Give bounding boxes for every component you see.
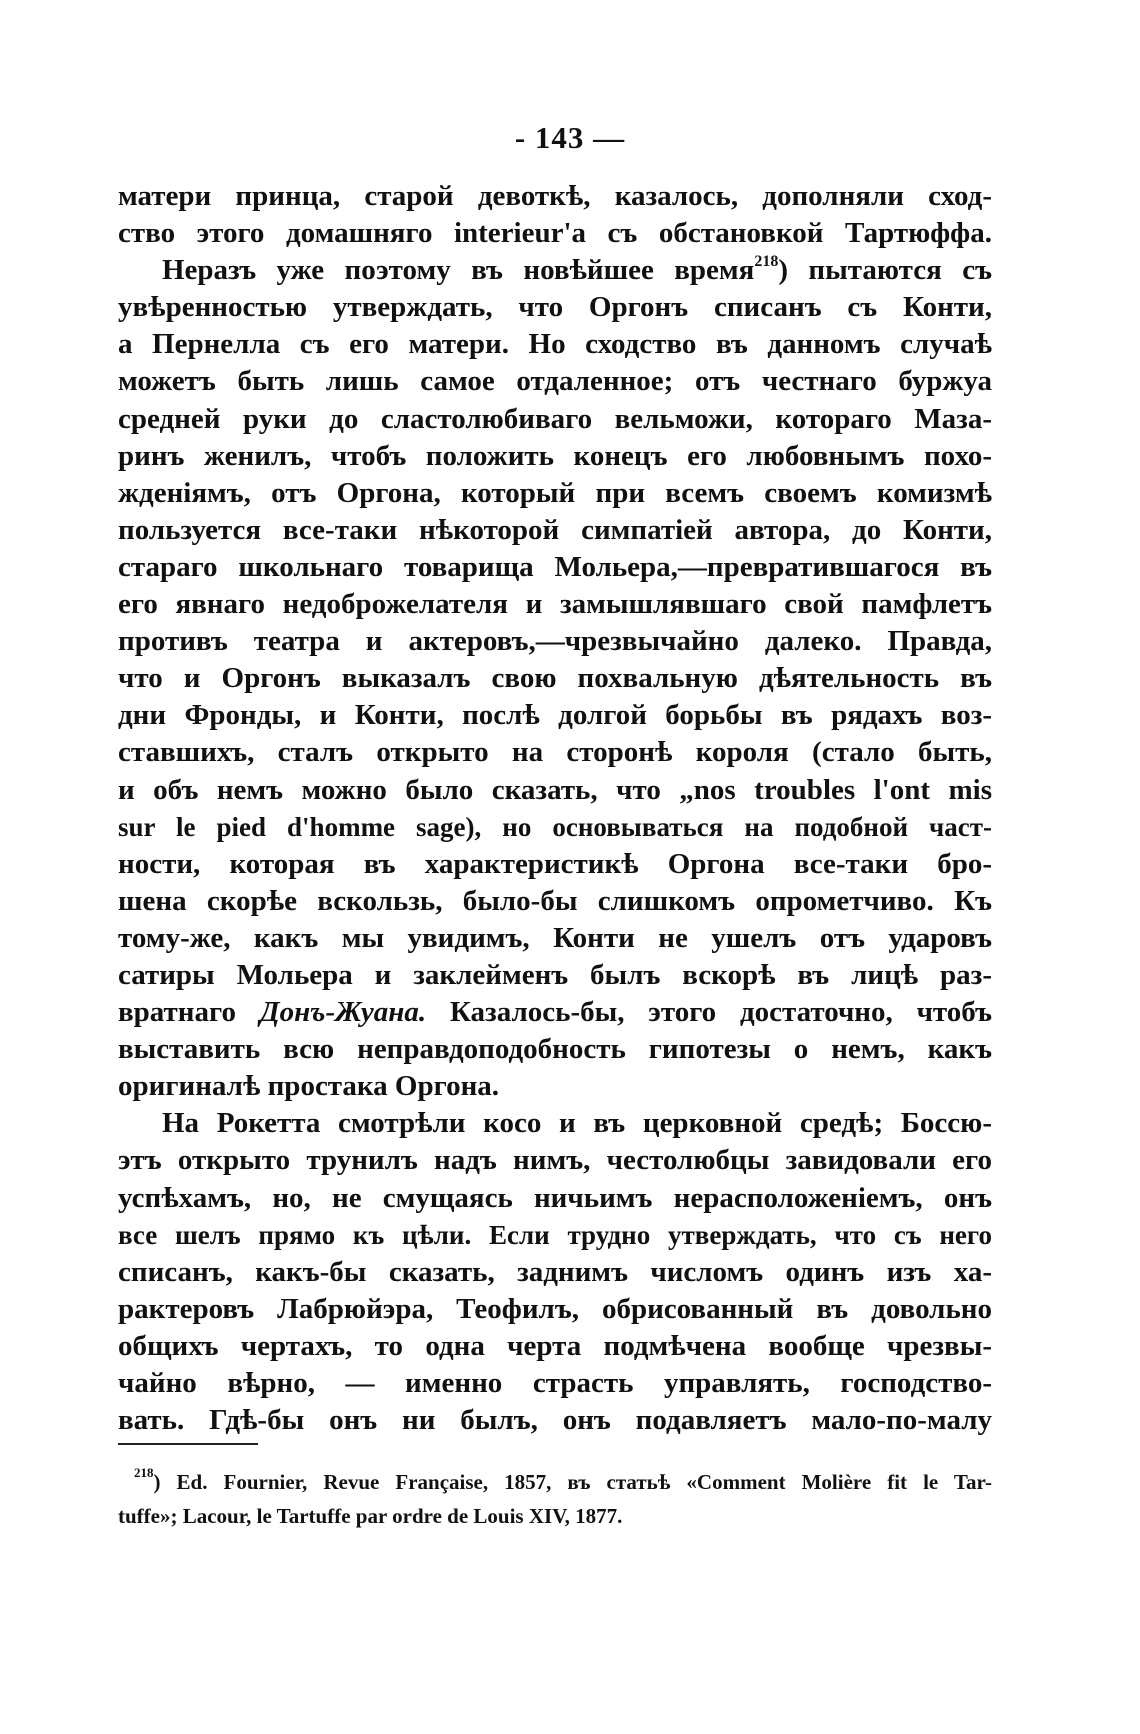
- text-line: можетъ быть лишь самое отдаленное; отъ честнаго буржуа: [118, 365, 992, 398]
- text-line: ринъ женилъ, чтобъ положить конецъ его любовнымъ похо-: [118, 439, 992, 472]
- text-line: увѣренностью утверждать, что Оргонъ списанъ съ Конти,: [118, 291, 992, 324]
- text-line: жденіямъ, отъ Оргона, который при всемъ своемъ комизмѣ: [118, 476, 992, 509]
- text-line: его явнаго недоброжелателя и замышлявшаго свой памфлетъ: [118, 588, 992, 621]
- text-segment: Неразъ уже поэтому въ новѣйшее время: [162, 254, 755, 287]
- text-line: противъ театра и актеровъ,—чрезвычайно далеко. Правда,: [118, 625, 992, 658]
- text-line: общихъ чертахъ, то одна черта подмѣчена вообще чрезвы-: [118, 1329, 992, 1362]
- footnote-divider: [118, 1443, 258, 1445]
- text-line: и объ немъ можно было сказать, что „nos troubles l'ont mis: [118, 773, 992, 806]
- text-line: сатиры Мольера и заклейменъ былъ вскорѣ въ лицѣ раз-: [118, 958, 992, 991]
- text-line: успѣхамъ, но, не смущаясь ничьимъ нерасположеніемъ, онъ: [118, 1181, 992, 1214]
- text-line: выставить всю неправдоподобность гипотезы о немъ, какъ: [118, 1033, 992, 1066]
- italic-title: Донъ-Жуана.: [259, 996, 427, 1029]
- text-line: шена скорѣе вскользь, было-бы слишкомъ опрометчиво. Къ: [118, 884, 992, 917]
- text-line: чайно вѣрно, — именно страсть управлять, господство-: [118, 1367, 992, 1399]
- footnote-line: tuffe»; Lacour, le Tartuffe par ordre de Louis XIV, 1877.: [118, 1504, 623, 1528]
- footnotes: [118, 1465, 992, 1533]
- body-text: [118, 178, 992, 1439]
- footnote-line: [118, 1465, 992, 1499]
- text-segment: вратнаго: [118, 996, 236, 1029]
- page-number: - 143 —: [514, 120, 626, 155]
- text-line: этъ открыто трунилъ надъ нимъ, честолюбцы завидовали его: [118, 1144, 992, 1177]
- footnote-reference: 218: [754, 253, 779, 271]
- text-line: а Пернелла съ его матери. Но сходство въ данномъ случаѣ: [118, 328, 992, 361]
- text-line: ности, которая въ характеристикѣ Оргона все-таки бро-: [118, 847, 992, 880]
- text-line: дни Фронды, и Конти, послѣ долгой борьбы въ рядахъ воз-: [118, 699, 992, 732]
- text-line: стараго школьнаго товарища Мольера,—превратившагося въ: [118, 550, 992, 583]
- text-line: тому-же, какъ мы увидимъ, Конти не ушелъ отъ ударовъ: [118, 921, 992, 954]
- footnote-text: ) Ed. Fournier, Revue Française, 1857, въ статьѣ «Comment Molière fit le Tar-: [153, 1470, 992, 1494]
- text-line: рактеровъ Лабрюйэра, Теофилъ, обрисованный въ довольно: [118, 1292, 992, 1325]
- text-line: средней руки до сластолюбиваго вельможи, котораго Маза-: [118, 402, 992, 435]
- text-line: списанъ, какъ-бы сказать, заднимъ числомъ одинъ изъ ха-: [118, 1255, 992, 1288]
- paragraph-end-line: оригиналѣ простака Оргона.: [118, 1070, 500, 1103]
- text-line: ставшихъ, сталъ открыто на сторонѣ короля (стало быть,: [118, 736, 992, 769]
- text-segment: Казалось-бы, этого достаточно, чтобъ: [449, 996, 992, 1029]
- text-line: ство этого домашняго interieur'а съ обстановкой Тартюффа.: [118, 217, 992, 250]
- text-line: [118, 994, 992, 1031]
- paragraph-start-line: [118, 252, 992, 289]
- paragraph-start-line: На Рокетта смотрѣли косо и въ церковной средѣ; Боссю-: [162, 1107, 992, 1140]
- footnote-number: 218: [134, 1465, 154, 1480]
- text-line: пользуется все-таки нѣкоторой симпатіей автора, до Конти,: [118, 513, 992, 546]
- text-segment: ) пытаются съ: [778, 254, 992, 287]
- text-line: матери принца, старой девоткѣ, казалось, дополняли сход-: [118, 180, 992, 212]
- text-line: sur le pied d'homme sage), но основываться на подобной част-: [118, 811, 992, 842]
- text-line: вать. Гдѣ-бы онъ ни былъ, онъ подавляетъ мало-по-малу: [118, 1404, 992, 1437]
- text-line: что и Оргонъ выказалъ свою похвальную дѣятельность въ: [118, 662, 992, 695]
- text-line: все шелъ прямо къ цѣли. Если трудно утверждать, что съ него: [118, 1219, 992, 1250]
